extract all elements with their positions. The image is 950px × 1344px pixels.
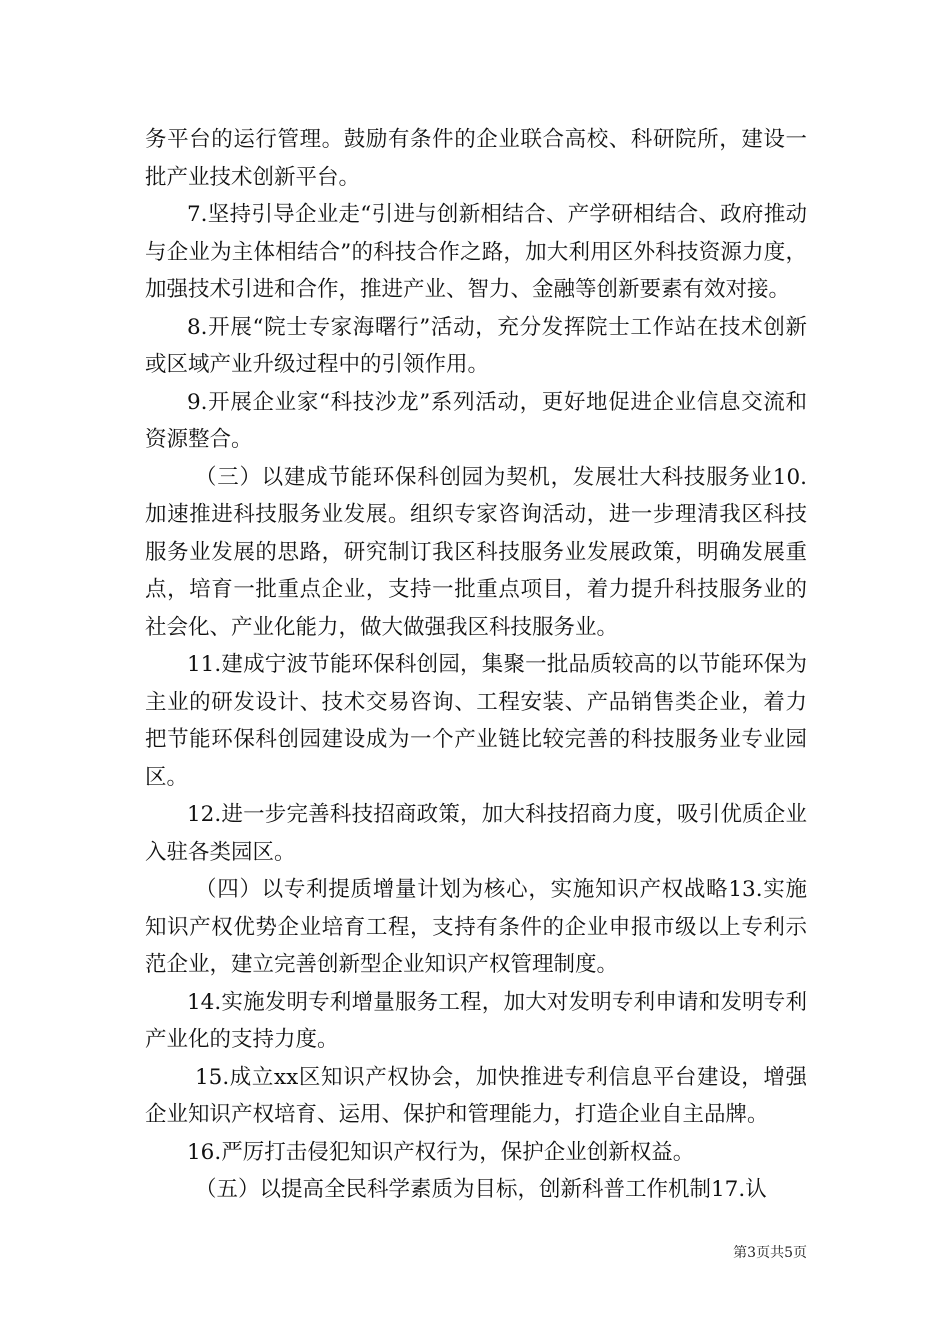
paragraph-item-14: 14.实施发明专利增量服务工程，加大对发明专利申请和发明专利产业化的支持力度。 [145, 989, 807, 1052]
paragraph-section-5: （五）以提高全民科学素质为目标，创新科普工作机制17.认 [195, 1177, 767, 1202]
paragraph-item-7: 7.坚持引导企业走“引进与创新相结合、产学研相结合、政府推动与企业为主体相结合”的科技合作之路，加大利用区外科技资源力度，加强技术引进和合作，推进产业、智力、金融等创新要素有效对接。 [145, 202, 807, 302]
paragraph-item-8: 8.开展“院士专家海曙行”活动，充分发挥院士工作站在技术创新或区域产业升级过程中的引领作用。 [145, 314, 807, 377]
paragraph-section-4: （四）以专利提质增量计划为核心，实施知识产权战略13.实施知识产权优势企业培育工程，支持有条件的企业申报市级以上专利示范企业，建立完善创新型企业知识产权管理制度。 [145, 877, 807, 977]
paragraph-continuation: 务平台的运行管理。鼓励有条件的企业联合高校、科研院所，建设一批产业技术创新平台。 [145, 127, 807, 190]
page-number-footer: 第3页共5页 [733, 1245, 807, 1261]
paragraph-item-16: 16.严厉打击侵犯知识产权行为，保护企业创新权益。 [187, 1139, 695, 1165]
paragraph-item-11: 11.建成宁波节能环保科创园，集聚一批品质较高的以节能环保为主业的研发设计、技术交易咨询、工程安装、产品销售类企业，着力把节能环保科创园建设成为一个产业链比较完善的科技服务业专业园区。 [145, 652, 807, 790]
paragraph-item-15: 15.成立xx区知识产权协会，加快推进专利信息平台建设，增强企业知识产权培育、运用、保护和管理能力，打造企业自主品牌。 [145, 1064, 807, 1127]
paragraph-section-3: （三）以建成节能环保科创园为契机，发展壮大科技服务业10.加速推进科技服务业发展。组织专家咨询活动，进一步理清我区科技服务业发展的思路，研究制订我区科技服务业发展政策，明确发展重点，培育一批重点企业，支持一批重点项目，着力提升科技服务业的社会化、产业化能力，做大做强我区科技服务业。 [145, 464, 807, 640]
paragraph-item-9: 9.开展企业家“科技沙龙”系列活动，更好地促进企业信息交流和资源整合。 [145, 389, 807, 452]
document-body [145, 121, 807, 1209]
paragraph-item-12: 12.进一步完善科技招商政策，加大科技招商力度，吸引优质企业入驻各类园区。 [145, 802, 807, 865]
